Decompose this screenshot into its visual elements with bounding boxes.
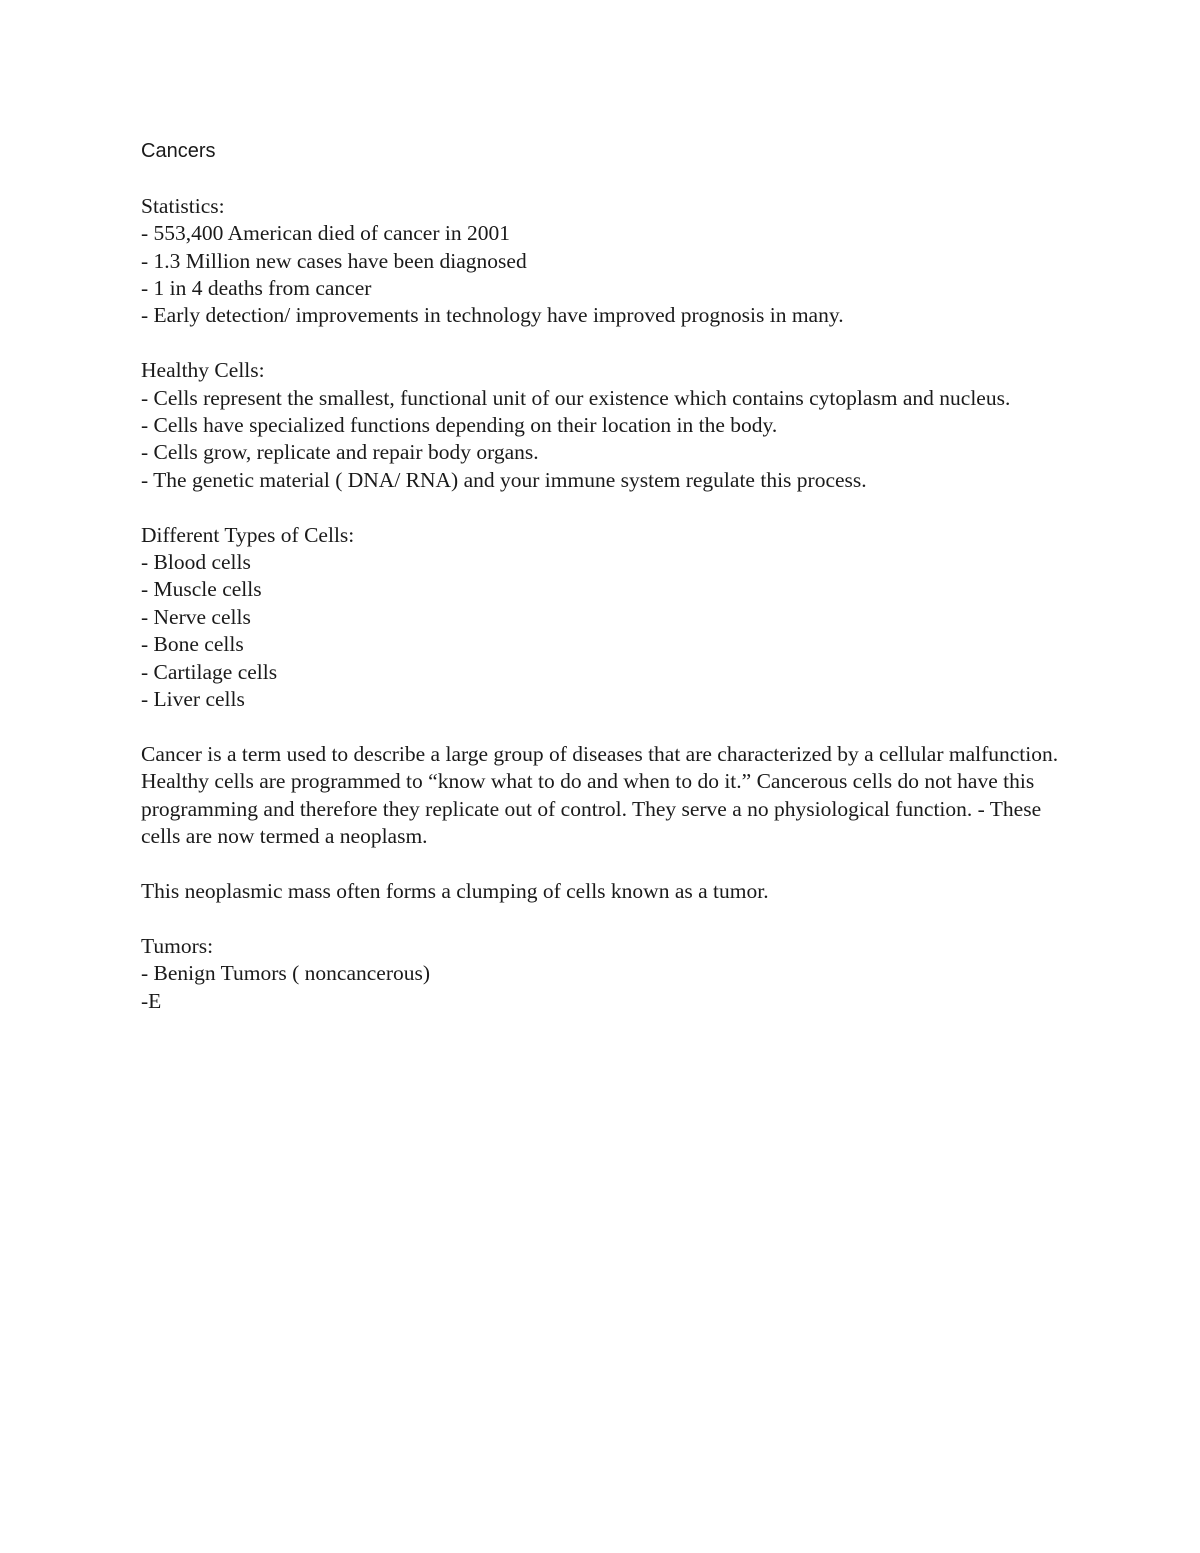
tumors-section [141,933,1061,1015]
list-item: - Cells grow, replicate and repair body organs. [141,440,539,465]
list-item: - Blood cells [141,550,251,575]
healthy-cells-list [141,385,1061,495]
list-item: - 553,400 American died of cancer in 2001 [141,221,510,246]
list-item: - 1 in 4 deaths from cancer [141,276,372,301]
healthy-cells-heading: Healthy Cells: [141,358,265,383]
list-item: - 1.3 Million new cases have been diagnosed [141,248,527,273]
list-item: - Nerve cells [141,604,251,629]
list-item: - Benign Tumors ( noncancerous) [141,961,431,986]
list-item: - Cells have specialized functions depending on their location in the body. [141,413,778,438]
list-item: - Early detection/ improvements in technology have improved prognosis in many. [141,303,844,328]
cancer-definition-paragraph: Cancer is a term used to describe a large group of diseases that are characterized by a cellular malfunction. Healthy cells are programmed to “know what to do and when to do it.” Cancerous cells do not have this programming and therefore they replicate out of control. They serve a no physiological function. - These cells are now termed a neoplasm. [141,741,1059,849]
document-body [141,138,1061,1042]
statistics-heading: Statistics: [141,193,225,218]
statistics-section [141,193,1061,330]
list-item: -E [141,988,162,1013]
list-item: - Liver cells [141,687,245,712]
list-item: - Cartilage cells [141,659,278,684]
list-item: - Muscle cells [141,577,262,602]
statistics-list [141,220,1061,330]
tumors-heading: Tumors: [141,933,214,958]
list-item: - Bone cells [141,632,244,657]
list-item: - Cells represent the smallest, functional unit of our existence which contains cytoplasm and nucleus. [141,385,1011,410]
cell-types-heading: Different Types of Cells: [141,522,355,547]
cell-types-list [141,549,1061,713]
tumors-list [141,960,1061,1015]
list-item: - The genetic material ( DNA/ RNA) and your immune system regulate this process. [141,467,867,492]
neoplasm-paragraph: This neoplasmic mass often forms a clumping of cells known as a tumor. [141,878,769,903]
document-title: Cancers [141,140,216,162]
healthy-cells-section [141,357,1061,494]
cell-types-section [141,522,1061,714]
